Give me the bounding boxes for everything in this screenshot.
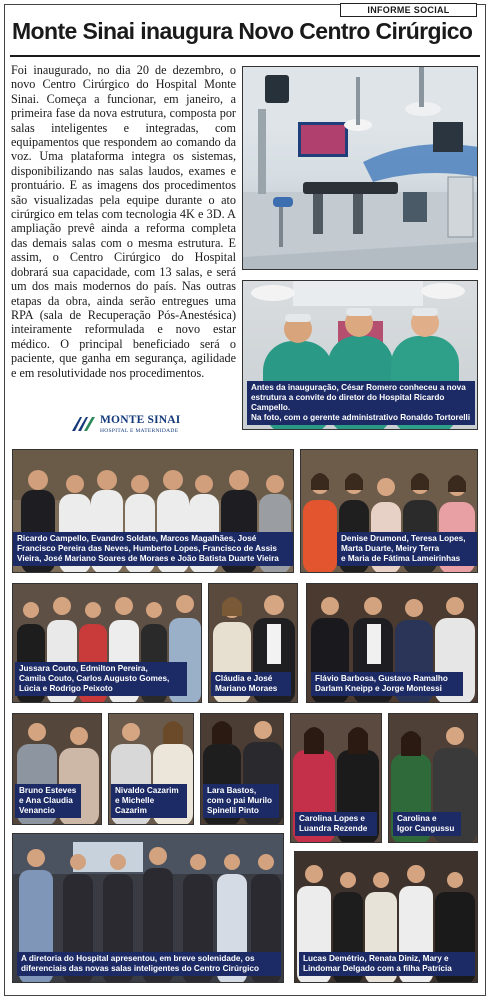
caption-line: Marta Duarte, Meiry Terra [341,544,440,553]
carolina-igor-caption [393,812,461,836]
caption-line: Nivaldo Cazarim [115,786,179,795]
photo-flavio [306,583,478,703]
logo-swoosh-icon [70,413,98,433]
lucas-caption [299,952,475,976]
headline: Monte Sinai inaugura Novo Centro Cirúrgico [12,18,473,44]
caption-line: Carolina e [397,814,437,823]
group2-caption [337,532,477,566]
caption-line: Na foto, com o gerente administrativo Ronaldo Tortorelli [251,413,471,422]
carolina-lopes-caption [295,812,377,836]
group-photo-directors [12,449,294,573]
caption-line: e Maria de Fátima Lameirinhas [341,554,461,563]
group1-caption [13,532,294,566]
caption-line: Lindomar Delgado com a filha Patrícia [303,964,452,973]
caption-line: Cláudia e José [215,674,273,683]
caption-line: Luandra Rezende [299,824,368,833]
photo-jussara [12,583,202,703]
diretoria-caption [17,952,281,976]
caption-line: A diretoria do Hospital apresentou, em breve solenidade, os [21,954,255,963]
photo-lara [200,713,284,825]
photo-diretoria [12,833,284,983]
caption-line: Darlam Kneipp e Jorge Montessi [315,684,442,693]
caption-line: Cazarim [115,806,147,815]
caption-line: Spinelli Pinto [207,806,259,815]
flavio-caption [311,672,463,696]
caption-line: Lucas Demétrio, Renata Diniz, Mary e [303,954,449,963]
caption-line: Mariano Moraes [215,684,278,693]
logo-subtitle: HOSPITAL E MATERNIDADE [100,428,179,434]
group-photo-women [300,449,478,573]
operating-room-photo [242,66,478,270]
caption-line: Lúcia e Rodrigo Peixoto [19,684,113,693]
section-tag: INFORME SOCIAL [340,3,477,17]
lara-caption [203,784,279,818]
doctors-photo [242,280,478,430]
monte-sinai-logo [70,410,180,440]
caption-line: diferenciais das novas salas inteligentes do Centro Cirúrgico [21,964,259,973]
article-body [11,63,236,380]
photo-claudia [208,583,298,703]
caption-line: Venancio [19,806,55,815]
headline-rule [10,55,480,57]
caption-line: Bruno Esteves [19,786,77,795]
caption-line: Flávio Barbosa, Gustavo Ramalho [315,674,448,683]
caption-line: com o pai Murilo [207,796,273,805]
caption-line: Francisco Pereira das Neves, Humberto Lopes, Francisco de Assis [17,544,277,553]
logo-name: MONTE SINAI [100,414,181,426]
photo-bruno [12,713,102,825]
claudia-caption [211,672,291,696]
photo-carolina-igor [388,713,478,843]
doctors-caption [247,381,475,425]
photo-lucas [294,851,478,983]
caption-line: Igor Cangussu [397,824,455,833]
nivaldo-caption [111,784,187,818]
caption-line: e Ana Claudia [19,796,73,805]
photo-nivaldo [108,713,194,825]
caption-line: Vieira, José Mariano Soares de Moraes e João Batista Duarte Vieira [17,554,279,563]
jussara-caption [15,662,187,696]
photo-carolina-lopes [290,713,382,843]
article-paragraph: Foi inaugurado, no dia 20 de dezembro, o novo Centro Cirúrgico do Hospital Monte Sinai. Começa a funcionar, em janeiro, a primeira fase da nova estrutura, composta por salas inteligentes e integradas, com equipamentos que respondem ao comando da voz. Uma plataforma integra os sistemas, disponibilizando nas salas laudos, exames e prontuário. E as imagens dos procedimentos são visualizadas pela equipe durante o ato cirúrgico em telas com tecnologia 4K e 3D. A ampliação prevê ainda a reforma completa das demais salas com o mesma estrutura. E assim, o Centro Cirúrgico do Hospital dobrará sua capacidade, com 13 salas, e será um dos mais modernos do país. Nas outras etapas da obra, ainda serão entregues uma RPA (sala de Recuperação Pós-Anestésica) inteiramente reformulada e novo estar médico. O principal beneficiado será o paciente, que ganha em segurança, agilidade e em resolutividade nos procedimentos. [11,63,236,380]
caption-line: Camila Couto, Carlos Augusto Gomes, [19,674,170,683]
caption-line: Lara Bastos, [207,786,257,795]
operating-room-scene [243,67,478,270]
bruno-caption [15,784,81,818]
caption-line: e Michelle [115,796,155,805]
caption-line: Antes da inauguração, César Romero conheceu a nova [251,383,466,392]
caption-line: Carolina Lopes e [299,814,365,823]
caption-line: Ricardo Campello, Evandro Soldate, Marcos Magalhães, José [17,534,257,543]
caption-line: estrutura a convite do diretor do Hospital Ricardo Campello. [251,393,445,412]
caption-line: Denise Drumond, Teresa Lopes, [341,534,466,543]
caption-line: Jussara Couto, Edmilton Pereira, [19,664,148,673]
